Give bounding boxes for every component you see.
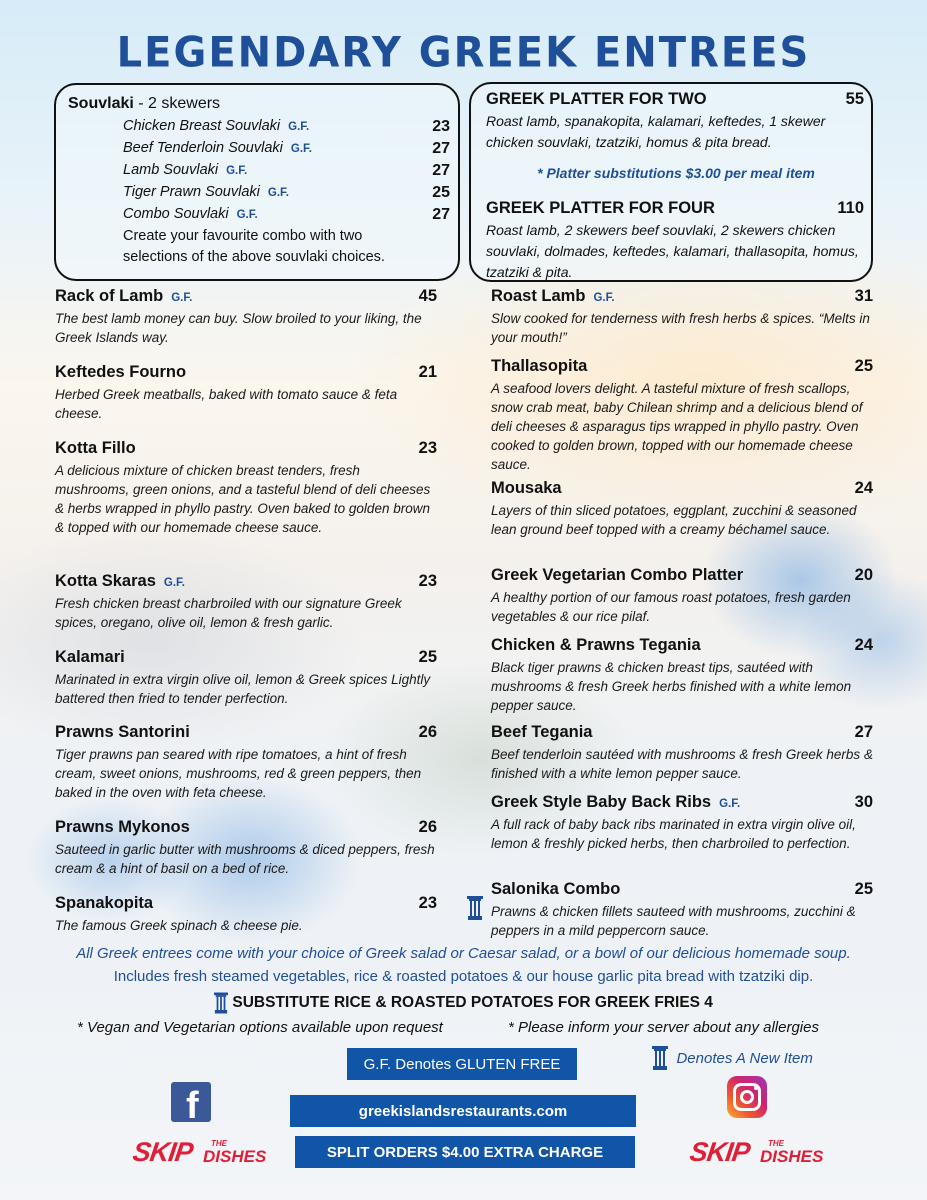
gf-badge: G.F. (267, 187, 289, 199)
new-item-legend (652, 1046, 813, 1070)
item-name: Kalamari (55, 648, 125, 666)
souvlaki-item (123, 118, 450, 140)
platter-four-price: 110 (837, 199, 864, 217)
gluten-free-legend: G.F. Denotes GLUTEN FREE (347, 1048, 577, 1080)
item-price: 24 (854, 479, 873, 497)
souvlaki-subtitle: - 2 skewers (133, 95, 221, 112)
item-name: Prawns Santorini (55, 723, 190, 741)
platter-four-desc: Roast lamb, 2 skewers beef souvlaki, 2 skewers chicken souvlaki, dolmades, keftedes, kalamari, thallasopita, homus, tzatziki & pita. (486, 222, 859, 280)
item-name: Mousaka (491, 479, 562, 497)
split-orders-notice: SPLIT ORDERS $4.00 EXTRA CHARGE (295, 1136, 635, 1168)
gf-badge: G.F. (593, 292, 615, 304)
souvlaki-item-name: Combo Souvlaki (123, 206, 229, 222)
souvlaki-title: Souvlaki (68, 95, 134, 112)
item-name: Salonika Combo (491, 880, 621, 898)
item-name: Spanakopita (55, 894, 154, 912)
item-name: Rack of Lamb (55, 287, 164, 305)
gf-badge: G.F. (290, 143, 312, 155)
gf-badge: G.F. (226, 165, 248, 177)
gf-badge: G.F. (236, 209, 258, 221)
allergy-note: * Please inform your server about any allergies (508, 1019, 819, 1036)
new-item-column-icon (467, 896, 483, 925)
item-description: Beef tenderloin sautéed with mushrooms & fresh Greek herbs & finished with a white lemon pepper sauce. (491, 747, 873, 781)
item-description: Marinated in extra virgin olive oil, lemon & Greek spices Lightly battered then fried to tender perfection. (55, 672, 431, 706)
souvlaki-heading (68, 95, 220, 113)
menu-item (55, 572, 437, 632)
platter-substitution-note: * Platter substitutions $3.00 per meal item (537, 165, 815, 181)
instagram-icon[interactable] (727, 1076, 767, 1118)
item-price: 23 (418, 894, 437, 912)
menu-item (55, 723, 437, 802)
item-name: Thallasopita (491, 357, 588, 375)
souvlaki-item (123, 206, 450, 228)
menu-item (55, 818, 437, 878)
item-description: A delicious mixture of chicken breast tenders, fresh mushrooms, green onions, and a tasteful blend of deli cheeses & herbs wrapped in phyllo pastry. Oven baked to golden brown & topped with our homemade cheese sauce. (55, 463, 431, 535)
souvlaki-item (123, 184, 450, 206)
item-price: 26 (418, 818, 437, 836)
souvlaki-item (123, 140, 450, 162)
menu-item (491, 636, 873, 715)
menu-item (491, 479, 873, 539)
item-description: A seafood lovers delight. A tasteful mixture of fresh scallops, snow crab meat, baby Chilean shrimp and a delicious blend of deli cheeses & asparagus tips wrapped in phyllo pastry. Oven cooked to golden brown, topped with our homemade cheese sauce. (491, 381, 863, 472)
souvlaki-item (123, 162, 450, 184)
souvlaki-item-name: Chicken Breast Souvlaki (123, 118, 281, 134)
item-price: 25 (854, 357, 873, 375)
item-price: 24 (854, 636, 873, 654)
item-description: A healthy portion of our famous roast potatoes, fresh garden vegetables & our rice pilaf. (491, 590, 851, 624)
item-name: Kotta Fillo (55, 439, 136, 457)
item-description: Layers of thin sliced potatoes, eggplant, zucchini & seasoned lean ground beef topped with a creamy béchamel sauce. (491, 503, 857, 537)
item-description: Prawns & chicken fillets sauteed with mushrooms, zucchini & peppers in a mild peppercorn sauce. (491, 904, 856, 938)
item-name: Prawns Mykonos (55, 818, 190, 836)
website-link[interactable]: greekislandsrestaurants.com (290, 1095, 636, 1127)
item-price: 25 (854, 880, 873, 898)
menu-item (55, 648, 437, 708)
platter-two-price: 55 (845, 90, 864, 108)
gf-badge: G.F. (163, 577, 185, 589)
substitute-fries-line (0, 992, 927, 1014)
item-price: 27 (854, 723, 873, 741)
platter-two-name: GREEK PLATTER FOR TWO (486, 90, 707, 108)
menu-item (491, 723, 873, 783)
gf-badge: G.F. (171, 292, 193, 304)
entrees-sides-note: Includes fresh steamed vegetables, rice & roasted potatoes & our house garlic pita bread with tzatziki dip. (113, 968, 814, 985)
souvlaki-item-name: Tiger Prawn Souvlaki (123, 184, 260, 200)
platter-two-desc: Roast lamb, spanakopita, kalamari, keftedes, 1 skewer chicken souvlaki, tzatziki, homus & pita bread. (486, 113, 826, 150)
item-name: Greek Vegetarian Combo Platter (491, 566, 744, 584)
souvlaki-item-price: 23 (432, 118, 450, 135)
page-title: LEGENDARY GREEK ENTREES (116, 28, 811, 78)
item-name: Greek Style Baby Back Ribs (491, 793, 712, 811)
menu-item (491, 566, 873, 626)
item-name: Beef Tegania (491, 723, 593, 741)
item-price: 20 (854, 566, 873, 584)
item-description: The best lamb money can buy. Slow broiled to your liking, the Greek Islands way. (55, 311, 422, 345)
entrees-include-note: All Greek entrees come with your choice of Greek salad or Caesar salad, or a bowl of our delicious homemade soup. (76, 945, 851, 962)
item-description: Sauteed in garlic butter with mushrooms & diced peppers, fresh cream & a hint of basil on a bed of rice. (55, 842, 435, 876)
menu-item (55, 894, 437, 935)
item-price: 31 (854, 287, 873, 305)
item-description: Slow cooked for tenderness with fresh herbs & spices. “Melts in your mouth!” (491, 311, 870, 345)
menu-item (491, 880, 873, 940)
gf-badge: G.F. (719, 798, 741, 810)
platter-four-title (486, 199, 864, 218)
item-description: Herbed Greek meatballs, baked with tomato sauce & feta cheese. (55, 387, 398, 421)
item-description: Tiger prawns pan seared with ripe tomatoes, a hint of fresh cream, sweet onions, mushrooms, red & green peppers, then baked in the oven with feta cheese. (55, 747, 422, 800)
item-description: The famous Greek spinach & cheese pie. (55, 918, 303, 933)
platter-two-title (486, 90, 864, 109)
substitute-fries-text: SUBSTITUTE RICE & ROASTED POTATOES FOR GREEK FRIES 4 (232, 994, 713, 1012)
menu-item (491, 357, 873, 474)
skip-the-dishes-logo[interactable]: SKIP THE DISHES (687, 1137, 824, 1167)
item-name: Kotta Skaras (55, 572, 156, 590)
item-description: Black tiger prawns & chicken breast tips, sautéed with mushrooms & fresh Greek herbs finished with a white lemon pepper sauce. (491, 660, 852, 713)
gf-badge: G.F. (288, 121, 310, 133)
menu-item (55, 439, 437, 537)
menu-item (491, 793, 873, 853)
item-description: A full rack of baby back ribs marinated in extra virgin olive oil, lemon & freshly picked herbs, then charbroiled to perfection. (491, 817, 856, 851)
item-price: 23 (418, 572, 437, 590)
item-name: Roast Lamb (491, 287, 586, 305)
item-price: 30 (854, 793, 873, 811)
souvlaki-item-price: 27 (432, 206, 450, 223)
facebook-icon[interactable]: f (171, 1082, 211, 1122)
souvlaki-item-price: 27 (432, 162, 450, 179)
skip-the-dishes-logo[interactable]: SKIP THE DISHES (130, 1137, 267, 1167)
souvlaki-item-price: 25 (432, 184, 450, 201)
item-name: Keftedes Fourno (55, 363, 187, 381)
vegan-note: * Vegan and Vegetarian options available upon request (77, 1019, 443, 1036)
item-price: 45 (418, 287, 437, 305)
souvlaki-item-name: Lamb Souvlaki (123, 162, 219, 178)
souvlaki-note: Create your favourite combo with two selections of the above souvlaki choices. (123, 228, 385, 265)
menu-item (55, 363, 437, 423)
item-description: Fresh chicken breast charbroiled with our signature Greek spices, oregano, olive oil, lemon & fresh garlic. (55, 596, 402, 630)
platter-four-name: GREEK PLATTER FOR FOUR (486, 199, 715, 217)
item-price: 26 (418, 723, 437, 741)
new-item-legend-text: Denotes A New Item (676, 1049, 813, 1067)
menu-item (55, 287, 437, 347)
souvlaki-item-name: Beef Tenderloin Souvlaki (123, 140, 283, 156)
item-price: 23 (418, 439, 437, 457)
column-icon (652, 1046, 668, 1070)
item-price: 25 (418, 648, 437, 666)
item-name: Chicken & Prawns Tegania (491, 636, 701, 654)
menu-item (491, 287, 873, 347)
souvlaki-item-price: 27 (432, 140, 450, 157)
column-icon (214, 992, 228, 1014)
item-price: 21 (418, 363, 437, 381)
